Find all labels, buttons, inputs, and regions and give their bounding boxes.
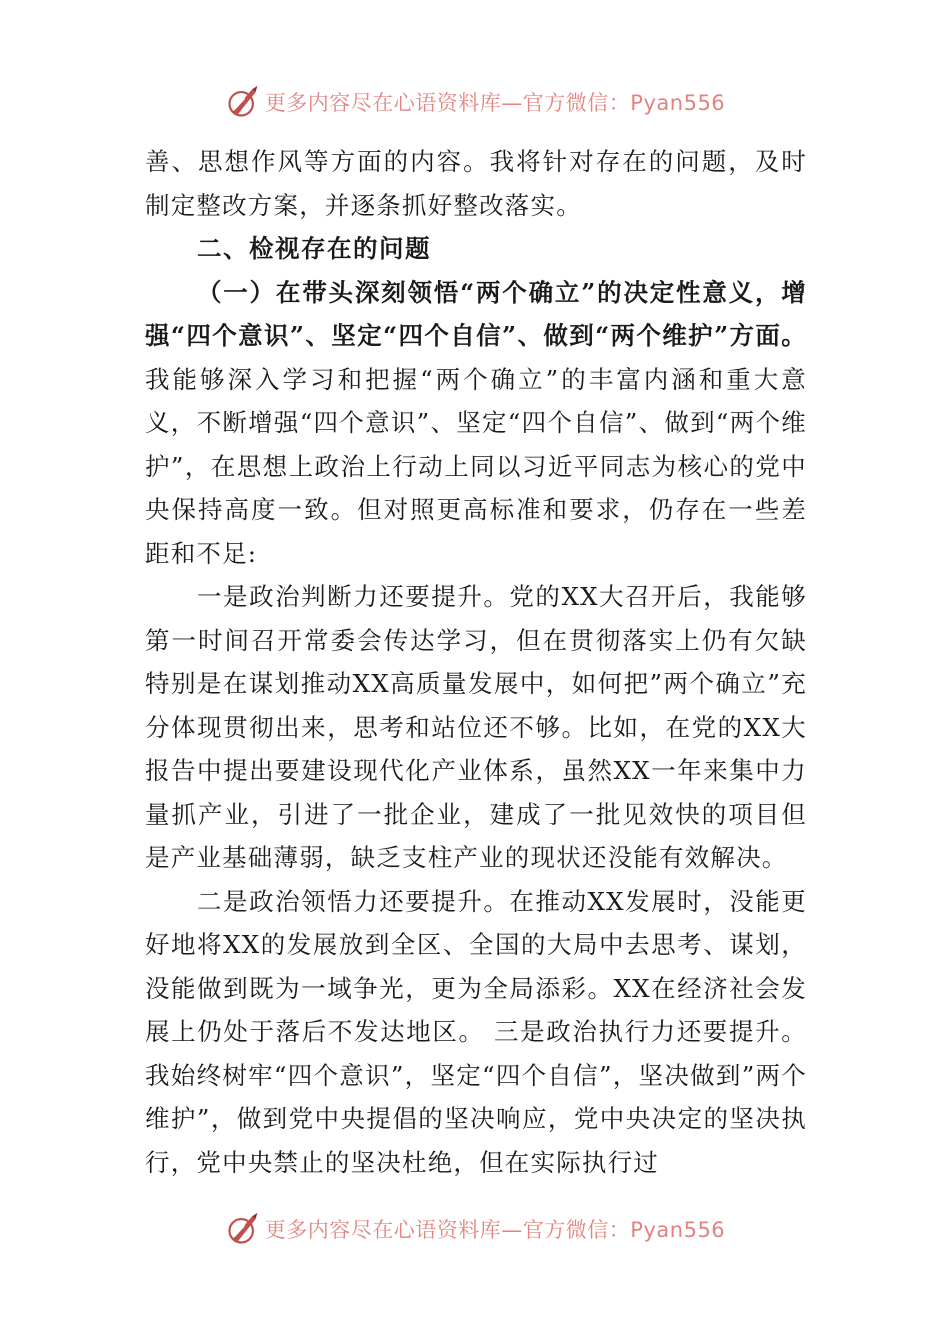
paragraph-point-two: 二是政治领悟力还要提升。在推动XX发展时，没能更好地将XX的发展放到全区、全国的大局中去思考、谋划，没能做到既为一域争光，更为全局添彩。XX在经济社会发展上仍处于落后不发达地区。 三是政治执行力还要提升。我始终树牢“四个意识”，坚定“四个自信”，坚决做到”两个维护”，做到党中央提倡的坚决响应，党中央决定的坚决执行，党中央禁止的坚决杜绝，但在实际执行过 bbox=[145, 886, 807, 1177]
paragraph-subsection-one bbox=[145, 271, 807, 576]
paragraph-continuation: 善、思想作风等方面的内容。我将针对存在的问题，及时制定整改方案，并逐条抓好整改落实。 bbox=[145, 147, 807, 220]
subsection-title: （一）在带头深刻领悟“两个确立”的决定性意义，增强“四个意识”、坚定“四个自信”、做到“两个维护”方面。 bbox=[145, 277, 807, 350]
watermark-banner-bottom bbox=[0, 1207, 950, 1251]
quill-pen-circle-icon bbox=[225, 1211, 261, 1247]
quill-pen-circle-icon bbox=[225, 84, 261, 120]
watermark-banner-top bbox=[0, 80, 950, 124]
paragraph-point-one: 一是政治判断力还要提升。党的XX大召开后，我能够第一时间召开常委会传达学习，但在贯彻落实上仍有欠缺特别是在谋划推动XX高质量发展中，如何把”两个确立”充分体现贯彻出来，思考和站位还不够。比如，在党的XX大报告中提出要建设现代化产业体系，虽然XX一年来集中力量抓产业，引进了一批企业，建成了一批见效快的项目但是产业基础薄弱，缺乏支柱产业的现状还没能有效解决。 bbox=[145, 582, 807, 872]
watermark-text: 更多内容尽在心语资料库—官方微信：Pyan556 bbox=[264, 91, 726, 115]
subsection-text: 我能够深入学习和把握“两个确立”的丰富内涵和重大意义，不断增强“四个意识”、坚定“四个自信”、做到“两个维护”，在思想上政治上行动上同以习近平同志为核心的党中央保持高度一致。但对照更高标准和要求，仍存在一些差距和不足: bbox=[145, 364, 807, 568]
section-heading: 二、检视存在的问题 bbox=[197, 234, 431, 263]
document-body bbox=[145, 140, 807, 1184]
watermark-text: 更多内容尽在心语资料库—官方微信：Pyan556 bbox=[264, 1218, 726, 1242]
